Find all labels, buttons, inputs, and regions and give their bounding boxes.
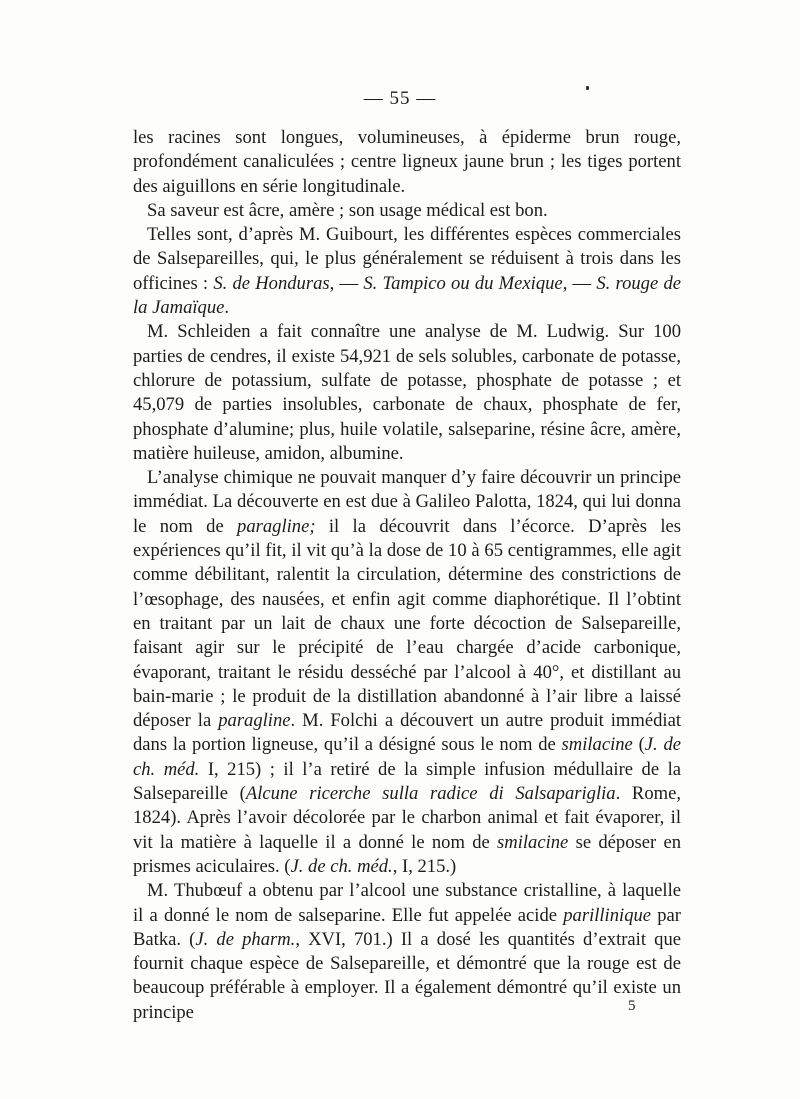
paragraph-p1: [133, 126, 681, 199]
italic-text: Alcune ricerche sulla radice di Salsapariglia: [245, 783, 616, 805]
italic-text: S. de Honduras: [213, 272, 330, 294]
text-run: Sa saveur est âcre, amère ; son usage médical est bon.: [147, 199, 548, 221]
text-run: I, 215) ; il l’a retiré de la simple infusion médullaire de la Salsepareille (: [133, 758, 681, 805]
body-text: [133, 126, 681, 1025]
text-run: M. Thubœuf a obtenu par l’alcool une substance cristalline, à laquelle il a donné le nom de salseparine. Elle fut appelée acide: [133, 880, 681, 926]
text-run: (: [632, 734, 645, 756]
print-speck: [586, 86, 589, 90]
text-run: . M. Folchi a découvert un autre produit immédiat dans la portion ligneuse, qu’il a désigné sous le nom de: [133, 710, 681, 756]
text-run: , —: [562, 272, 597, 294]
text-run: les racines sont longues, volumineuses, à épiderme brun rouge, profondément canaliculées ; centre ligneux jaune brun ; les tiges portent des aiguillons en série longitudinale.: [133, 127, 681, 197]
text-run: il la découvrit dans l’écorce. D’après les expériences qu’il fit, il vit qu’à la dose de 10 à 65 centigrammes, elle agit comme débilitant, ralentit la circulation, détermine des constrictions de l’œsophage, des nausées, et enfin agit comme diaphorétique. Il l’obtint en traitant par un lait de chaux une forte décoction de Salsepareille, faisant agir sur le précipité de l’eau chargée d’acide carbonique, évaporant, traitant le résidu desséché par l’alcool à 40°, et distillant au bain-marie ; le produit de la distillation abandonné à l’air libre a laissé déposer la: [133, 515, 681, 732]
italic-text: J. de pharm.: [195, 928, 296, 950]
paragraph-p4: [133, 320, 681, 466]
text-run: , —: [329, 272, 364, 294]
paragraph-p6: [133, 879, 681, 1025]
text-run: Telles sont, d’après M. Guibourt, les différentes espèces commerciales de Salsepareilles, qui, le plus généralement se réduisent à trois dans les officines :: [133, 224, 681, 294]
text-run: . Rome, 1824). Après l’avoir décolorée par le charbon animal et fait évaporer, il vit la matière à laquelle il a donné le nom de: [133, 783, 681, 853]
text-run: par Batka. (: [133, 904, 682, 950]
italic-text: J. de ch. méd.: [133, 734, 682, 780]
italic-text: smilacine: [497, 831, 569, 853]
signature-mark: 5: [628, 998, 636, 1014]
italic-text: S. Tampico ou du Mexique: [363, 272, 563, 294]
page-number: — 55 —: [363, 88, 437, 109]
text-run: M. Schleiden a fait connaître une analyse de M. Ludwig. Sur 100 parties de cendres, il existe 54,921 de sels solubles, carbonate de potasse, chlorure de potassium, sulfate de potasse, phosphate de potasse ; et 45,079 de parties insolubles, carbonate de chaux, phosphate de fer, phosphate d’alumine; plus, huile volatile, salseparine, résine âcre, amère, matière huileuse, amidon, albumine.: [133, 321, 681, 464]
text-run: , I, 215.): [392, 855, 457, 877]
paragraph-p3: [133, 223, 681, 320]
italic-text: S. rouge de la Jamaïque: [133, 272, 681, 319]
text-run: se déposer en prismes aciculaires. (: [133, 831, 681, 877]
italic-text: smilacine: [561, 734, 633, 756]
paragraph-p2: [133, 199, 681, 223]
italic-text: parillinique: [563, 904, 652, 926]
italic-text: J. de ch. méd.: [290, 855, 393, 877]
text-run: .: [224, 297, 230, 319]
text-run: , XVI, 701.) Il a dosé les quantités d’extrait que fournit chaque espèce de Salsepareille, et démontré que la rouge est de beaucoup préférable à employer. Il a également démontré qu’il existe un principe: [133, 928, 682, 1023]
paragraph-p5: [133, 466, 681, 879]
italic-text: paragline: [218, 710, 291, 732]
italic-text: paragline;: [237, 515, 316, 537]
text-run: L’analyse chimique ne pouvait manquer d’y faire découvrir un principe immédiat. La découverte en est due à Galileo Palotta, 1824, qui lui donna le nom de: [133, 467, 681, 537]
